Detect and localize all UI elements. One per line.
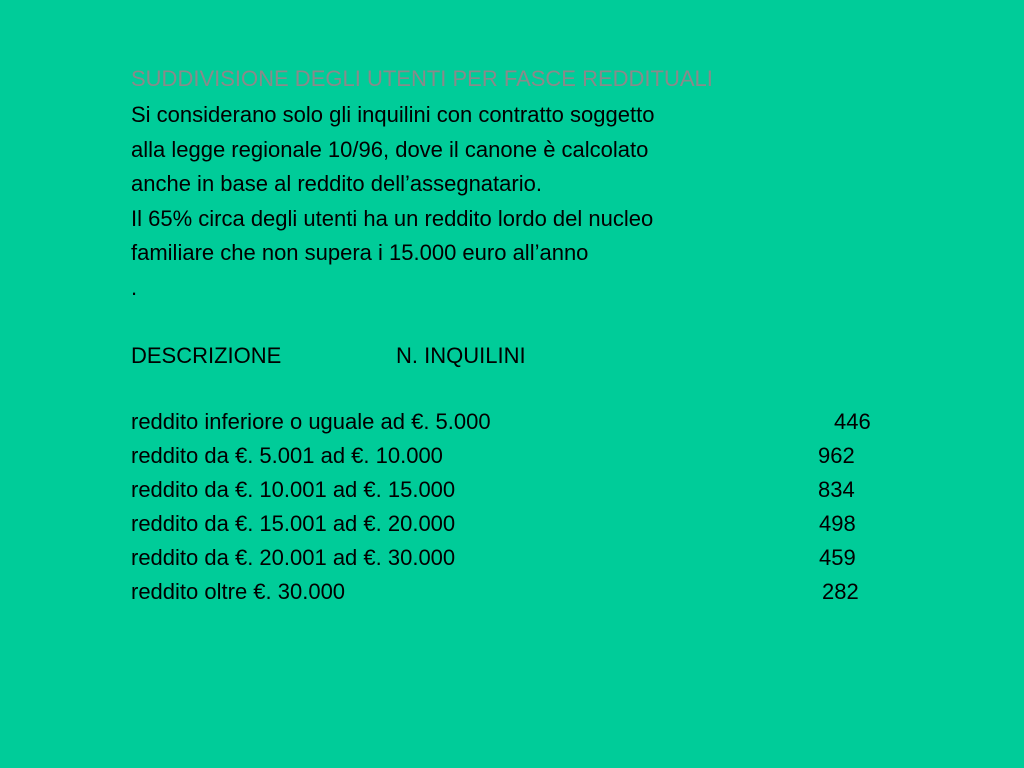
paragraph-line: Si considerano solo gli inquilini con contratto soggetto <box>131 102 655 127</box>
row-value: 962 <box>818 443 855 468</box>
row-label: reddito da €. 20.001 ad €. 30.000 <box>131 545 456 570</box>
row-value: 282 <box>822 579 859 604</box>
table-row <box>0 405 1024 439</box>
row-label: reddito oltre €. 30.000 <box>131 579 346 604</box>
row-value: 446 <box>834 409 871 434</box>
row-label: reddito da €. 5.001 ad €. 10.000 <box>131 443 443 468</box>
description-paragraph <box>131 98 931 305</box>
paragraph-line: alla legge regionale 10/96, dove il canone è calcolato <box>131 136 649 162</box>
table-header-description: DESCRIZIONE <box>131 343 282 368</box>
table-row <box>0 439 1024 473</box>
table-row <box>0 507 1024 541</box>
row-label: reddito inferiore o uguale ad €. 5.000 <box>131 409 491 434</box>
paragraph-line: Il 65% circa degli utenti ha un reddito lordo del nucleo <box>131 205 654 231</box>
table-row <box>0 575 1024 609</box>
slide-title: SUDDIVISIONE DEGLI UTENTI PER FASCE REDDITUALI <box>131 66 713 91</box>
table-header-count: N. INQUILINI <box>396 343 526 368</box>
row-value: 834 <box>818 477 855 502</box>
paragraph-line: anche in base al reddito dell’assegnatario. <box>131 171 542 196</box>
paragraph-line: familiare che non supera i 15.000 euro all’anno <box>131 240 589 265</box>
table-row <box>0 473 1024 507</box>
row-value: 498 <box>819 511 856 536</box>
row-label: reddito da €. 10.001 ad €. 15.000 <box>131 477 456 502</box>
table-row <box>0 541 1024 575</box>
row-value: 459 <box>819 545 856 570</box>
paragraph-line: . <box>131 274 138 300</box>
row-label: reddito da €. 15.001 ad €. 20.000 <box>131 511 456 536</box>
